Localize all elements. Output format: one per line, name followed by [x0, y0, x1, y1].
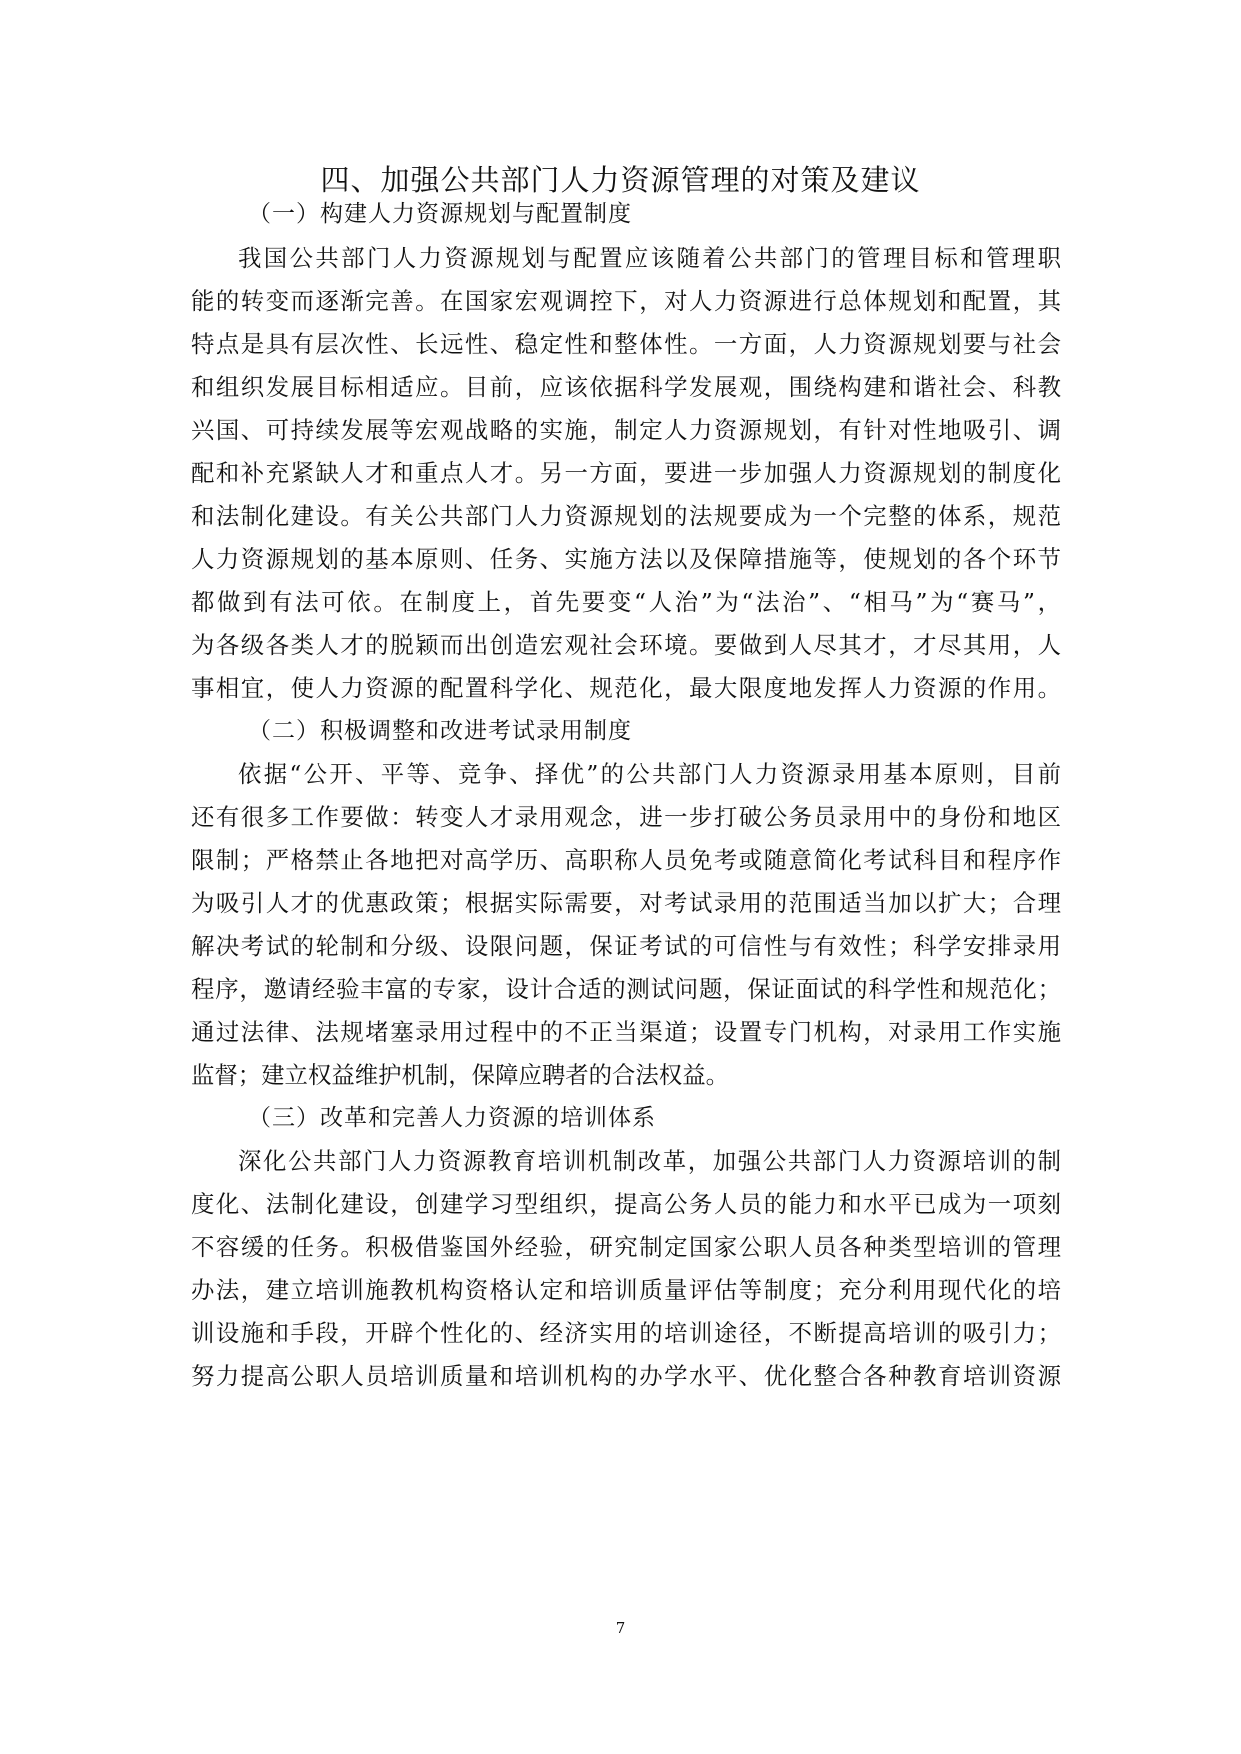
- paragraph-line: 限制；严格禁止各地把对高学历、高职称人员免考或随意简化考试科目和程序作: [191, 846, 1061, 874]
- paragraph-line: 依据“公开、平等、竞争、择优”的公共部门人力资源录用基本原则，目前: [238, 760, 1061, 788]
- paragraph-line: 配和补充紧缺人才和重点人才。另一方面，要进一步加强人力资源规划的制度化: [191, 459, 1061, 487]
- paragraph-line: 能的转变而逐渐完善。在国家宏观调控下，对人力资源进行总体规划和配置，其: [191, 287, 1061, 315]
- paragraph-line: 和组织发展目标相适应。目前，应该依据科学发展观，围绕构建和谐社会、科教: [191, 373, 1061, 401]
- paragraph-line: 通过法律、法规堵塞录用过程中的不正当渠道；设置专门机构，对录用工作实施: [191, 1018, 1061, 1046]
- paragraph-line: 程序，邀请经验丰富的专家，设计合适的测试问题，保证面试的科学性和规范化；: [191, 975, 1061, 1003]
- page-number: 7: [615, 1619, 626, 1637]
- section-heading-1: （一）构建人力资源规划与配置制度: [248, 201, 632, 227]
- paragraph-line: 深化公共部门人力资源教育培训机制改革，加强公共部门人力资源培训的制: [238, 1147, 1061, 1175]
- paragraph-line: 努力提高公职人员培训质量和培训机构的办学水平、优化整合各种教育培训资源: [191, 1362, 1061, 1390]
- paragraph-line: 为吸引人才的优惠政策；根据实际需要，对考试录用的范围适当加以扩大；合理: [191, 889, 1061, 917]
- paragraph-line: 训设施和手段，开辟个性化的、经济实用的培训途径，不断提高培训的吸引力；: [191, 1319, 1061, 1347]
- paragraph-line: 解决考试的轮制和分级、设限问题，保证考试的可信性与有效性；科学安排录用: [191, 932, 1061, 960]
- paragraph-line: 为各级各类人才的脱颖而出创造宏观社会环境。要做到人尽其才，才尽其用，人: [191, 631, 1061, 659]
- paragraph-line: 特点是具有层次性、长远性、稳定性和整体性。一方面，人力资源规划要与社会: [191, 330, 1061, 358]
- paragraph-line: 办法，建立培训施教机构资格认定和培训质量评估等制度；充分利用现代化的培: [191, 1276, 1061, 1304]
- paragraph-line: 都做到有法可依。在制度上，首先要变“人治”为“法治”、“相马”为“赛马”，: [191, 588, 1061, 616]
- paragraph-line: 还有很多工作要做：转变人才录用观念，进一步打破公务员录用中的身份和地区: [191, 803, 1061, 831]
- paragraph-line: 兴国、可持续发展等宏观战略的实施，制定人力资源规划，有针对性地吸引、调: [191, 416, 1061, 444]
- paragraph-line: 和法制化建设。有关公共部门人力资源规划的法规要成为一个完整的体系，规范: [191, 502, 1061, 530]
- page-title: 四、加强公共部门人力资源管理的对策及建议: [320, 163, 921, 197]
- section-heading-3: （三）改革和完善人力资源的培训体系: [248, 1105, 656, 1131]
- paragraph-line: 事相宜，使人力资源的配置科学化、规范化，最大限度地发挥人力资源的作用。: [191, 674, 1061, 702]
- paragraph-line: 不容缓的任务。积极借鉴国外经验，研究制定国家公职人员各种类型培训的管理: [191, 1233, 1061, 1261]
- paragraph-line: 人力资源规划的基本原则、任务、实施方法以及保障措施等，使规划的各个环节: [191, 545, 1061, 573]
- paragraph-line: 监督；建立权益维护机制，保障应聘者的合法权益。: [191, 1061, 729, 1089]
- section-heading-2: （二）积极调整和改进考试录用制度: [248, 718, 632, 744]
- paragraph-line: 我国公共部门人力资源规划与配置应该随着公共部门的管理目标和管理职: [238, 244, 1061, 272]
- paragraph-line: 度化、法制化建设，创建学习型组织，提高公务人员的能力和水平已成为一项刻: [191, 1190, 1061, 1218]
